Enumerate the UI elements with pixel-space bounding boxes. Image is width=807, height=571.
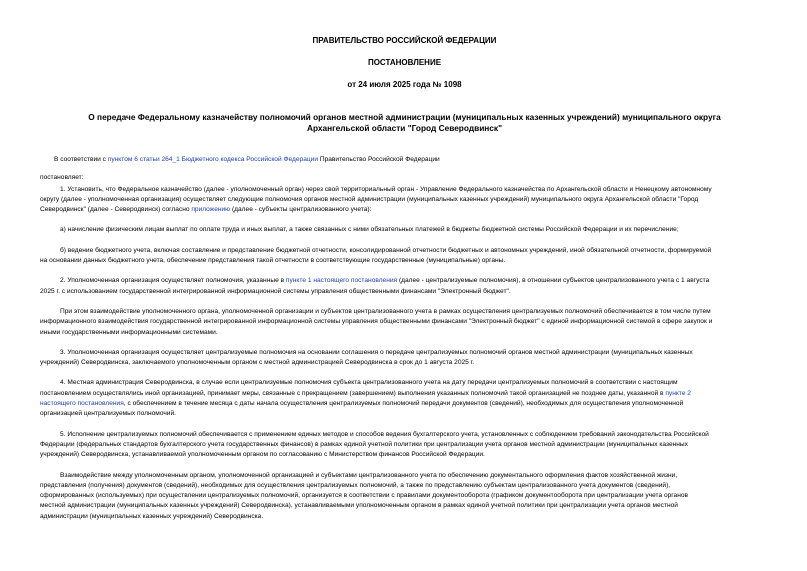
document-type-heading: ПОСТАНОВЛЕНИЕ: [367, 58, 442, 67]
p5b-line-3: сформированных (используемых) при осуществлении централизуемых полномочий, организуется в соответствии с правилами документооборота (графиком документооборота при централизации учета органов: [40, 492, 689, 500]
p2-line-2: 2025 г. с использованием государственной интегрированной информационной системы управления общественными финансами "Электронный бюджет".: [40, 287, 511, 295]
paragraph-2: [40, 276, 757, 297]
p2b-line-1: При этом взаимодействие уполномоченного органа, уполномоченной организации и субъектов централизованного учета в рамках осуществления централизуемых полномочий обеспечивается в том числе путем: [60, 307, 711, 315]
p4-line-3: [40, 399, 757, 409]
paragraph-5-continued: [40, 471, 757, 522]
p5b-line-2: представления (получения) документов (сведений), необходимых для осуществления централизуемых полномочий, а также по представлению субъектам централизованного учета документов (сведений),: [40, 481, 671, 489]
paragraph-5: [40, 430, 757, 461]
budget-code-link[interactable]: пунктом 6 статьи 264_1 Бюджетного кодекса Российской Федерации: [107, 156, 319, 163]
title-line-1: О передаче Федеральному казначейству полномочий органов местной администрации (муниципальных казенных учреждений) муниципального округа: [88, 112, 721, 122]
subparagraph-a: а) начисление физическим лицам выплат по оплате труда и иных выплат, а также связанных с ними обязательных платежей в бюджеты бюджетной системы Российской Федерации и их перечисление;: [60, 226, 679, 234]
paragraph-2-continued: [40, 307, 757, 338]
pb-line-2: на основании данных бюджетного учета, обеспечение представления такой отчетности в соответствующие государственные (муниципальные) органы.: [40, 257, 506, 265]
p5-line-1: 5. Исполнение централизуемых полномочий обеспечивается с применением единых методов и способов ведения бухгалтерского учета, установленных с соблюдением требований законодательства Российской: [60, 430, 709, 438]
title-line-2: Архангельской области "Город Северодвинск": [306, 122, 503, 133]
paragraph-1: [40, 185, 757, 216]
preamble: [52, 155, 757, 165]
paragraph-4: [40, 378, 757, 419]
p5-line-3: учреждений) Северодвинска, устанавливаемой уполномоченным органом по согласованию с Министерством финансов Российской Федерации.: [40, 451, 485, 459]
appendix-link[interactable]: приложению: [191, 206, 231, 214]
p5b-line-4: местной администрации (муниципальных казенных учреждений) Северодвинска), устанавливаемыми уполномоченным органом в рамках единой учетной политики при централизации учета органов местной: [40, 502, 678, 510]
p4-line-1: 4. Местная администрация Северодвинска, в случае если централизуемые полномочия субъекта централизованного учета на дату передачи централизуемых полномочий в соответствии с настоящим: [60, 379, 678, 387]
p2-line-1-after: (далее - централизуемые полномочия), в отношении субъектов централизованного учета с 1 августа: [397, 277, 710, 285]
paragraph-3: [40, 348, 757, 369]
p5b-line-1: Взаимодействие между уполномоченным органом, уполномоченной организацией и субъектами централизованного учета по обеспечению документального оформления фактов хозяйственной жизни,: [60, 471, 678, 479]
p4-line-2: [40, 389, 757, 399]
p1-line-1: 1. Установить, что Федеральное казначейство (далее - уполномоченный орган) через свой территориальный орган - Управление Федерального казначейства по Архангельской области и Ненецкому автономному: [60, 185, 712, 193]
p2-line-1-before: 2. Уполномоченная организация осуществляет полномочия, указанные в: [60, 277, 286, 285]
p2-line-1: [40, 276, 757, 286]
p1-line-3-after: (далее - субъекты централизованного учета):: [230, 206, 372, 214]
p4-line-3-after: , с обеспечением в течение месяца с даты начала осуществления централизуемых полномочий передачи документов (сведений), необходимых для осуществления уполномоченной: [123, 400, 684, 408]
p3-line-2: учреждений) Северодвинска, заключаемого уполномоченным органом с местной администрацией Северодвинска в срок до 1 августа 2025 г.: [40, 359, 475, 367]
document-title: [52, 90, 757, 133]
subparagraph-b: [40, 246, 757, 267]
p5-line-2: Федерации (федеральных стандартов бухгалтерского учета государственных финансов) в рамках единой учетной политики при централизации учета органов местной администрации (муниципальных казенных: [40, 440, 688, 448]
p4-line-2-before: постановлением осуществлялись иной организацией, принимает меры, связанные с прекращением (завершением) выполнения указанных полномочий такой организацией не позднее даты, указанной в: [40, 389, 666, 397]
p2b-line-2: информационного взаимодействия государственной интегрированной информационной системы управления общественными финансами "Электронный бюджет" с единой информационной системой в сфере закупок и: [40, 318, 713, 326]
pb-line-1: б) ведение бюджетного учета, включая составление и представление бюджетной отчетности, консолидированной отчетности бюджетных и автономных учреждений, иной обязательной отчетности, формируемой: [60, 246, 712, 254]
point-2-link[interactable]: пункте 2: [665, 389, 691, 397]
p4-line-4: организацией централизуемых полномочий.: [40, 410, 176, 418]
p1-line-3-before: Северодвинск" (далее - Северодвинск) согласно: [40, 206, 192, 214]
government-heading: ПРАВИТЕЛЬСТВО РОССИЙСКОЙ ФЕДЕРАЦИИ: [312, 36, 497, 45]
preamble-text-after: Правительство Российской Федерации: [318, 156, 440, 163]
p1-line-3: [40, 205, 757, 215]
preamble-text-before: В соответствии с: [54, 156, 108, 163]
decides-text: постановляет:: [40, 174, 84, 182]
point-1-link[interactable]: пункте 1 настоящего постановления: [285, 277, 398, 285]
p5b-line-5: администрации (муниципальных казенных учреждений) Северодвинска.: [40, 512, 264, 520]
p3-line-1: 3. Уполномоченная организация осуществляет централизуемые полномочия на основании соглашения о передаче централизуемых полномочий органов местной администрации (муниципальных казенных: [60, 348, 693, 356]
p2b-line-3: иными государственными информационными системами.: [40, 328, 218, 336]
p1-line-2: округу (далее - уполномоченная организация) осуществляет следующие полномочия органов местной администрации (муниципальных казенных учреждений) муниципального округа Архангельской области "Город: [40, 195, 699, 203]
document-date-number: от 24 июля 2025 года № 1098: [347, 80, 462, 89]
this-resolution-link[interactable]: настоящего постановления: [40, 400, 124, 408]
